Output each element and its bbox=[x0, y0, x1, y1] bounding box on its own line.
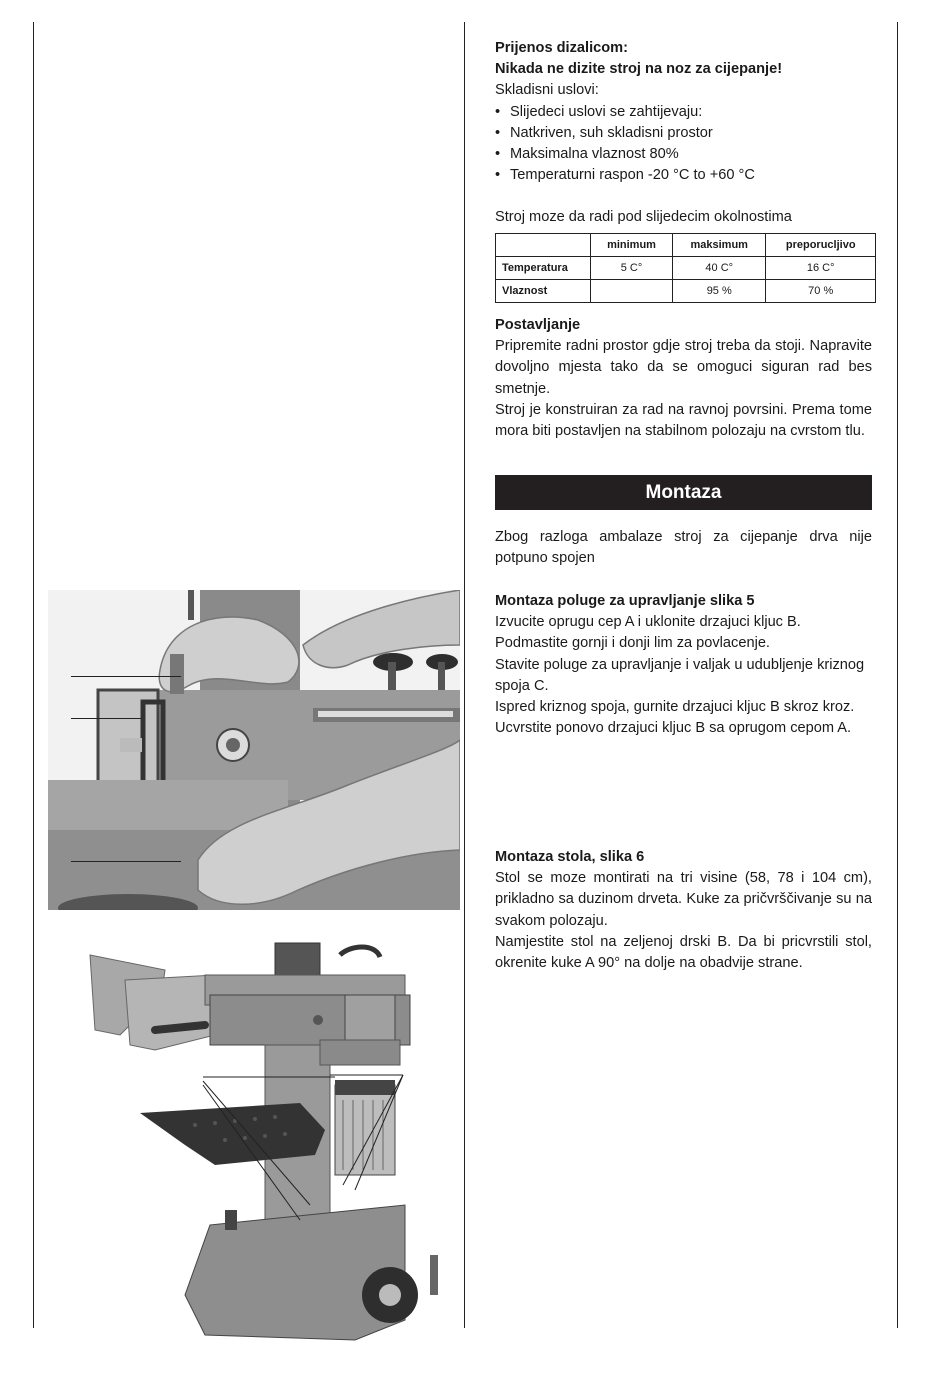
table-cell: 70 % bbox=[766, 280, 876, 303]
setup-paragraph: Pripremite radni prostor gdje stroj treba da stoji. Napravite dovoljno mjesta tako da se omoguci siguran rad bes smetnje. bbox=[495, 338, 872, 397]
list-item: • Natkriven, suh skladisni prostor bbox=[495, 123, 872, 144]
table-cell bbox=[591, 280, 673, 303]
callout-line bbox=[71, 676, 181, 677]
table-row-label: Vlaznost bbox=[496, 280, 591, 303]
log-splitter-photo bbox=[85, 935, 440, 1365]
montaza-intro-section bbox=[495, 527, 872, 569]
storage-list bbox=[495, 102, 872, 187]
table-mount-paragraph: Stol se moze montirati na tri visine (58, 78 i 104 cm), prikladno sa duzinom drveta. Kuke za pričvrščivanje su na svakom polozaju. bbox=[495, 870, 872, 929]
list-item: • Slijedeci uslovi se zahtijevaju: bbox=[495, 102, 872, 123]
table-header-cell: maksimum bbox=[673, 234, 766, 257]
lever-line: Ispred kriznog spoja, gurnite drzajuci kljuc B skroz kroz. bbox=[495, 699, 855, 716]
list-item: • Maksimalna vlaznost 80% bbox=[495, 144, 872, 165]
table-cell: 40 C° bbox=[673, 257, 766, 280]
right-border-line bbox=[897, 22, 898, 1328]
conditions-section bbox=[495, 207, 872, 303]
storage-label: Skladisni uslovi: bbox=[495, 82, 599, 99]
table-row bbox=[496, 280, 876, 303]
table-mount-title: Montaza stola, slika 6 bbox=[495, 849, 645, 865]
montaza-intro: Zbog razloga ambalaze stroj za cijepanje drva nije potpuno spojen bbox=[495, 529, 872, 567]
table-header-cell: preporucljivo bbox=[766, 234, 876, 257]
montaza-banner: Montaza bbox=[495, 475, 872, 510]
lever-line: Stavite poluge za upravljanje i valjak u udubljenje kriznog spoja C. bbox=[495, 656, 865, 694]
transport-section bbox=[495, 38, 872, 186]
table-mount-section bbox=[495, 847, 872, 974]
lever-line: Ucvrstite ponovo drzajuci kljuc B sa oprugom cepom A. bbox=[495, 720, 852, 737]
table-header-cell bbox=[496, 234, 591, 257]
transport-warning: Nikada ne dizite stroj na noz za cijepanje! bbox=[495, 61, 783, 78]
table-cell: 5 C° bbox=[591, 257, 673, 280]
table-row bbox=[496, 257, 876, 280]
callout-line bbox=[71, 718, 141, 719]
lever-title: Montaza poluge za upravljanje slika 5 bbox=[495, 593, 755, 609]
table-cell: 16 C° bbox=[766, 257, 876, 280]
callout-line bbox=[71, 861, 181, 862]
left-border-line bbox=[33, 22, 34, 1328]
lever-section bbox=[495, 591, 872, 739]
table-header-row bbox=[496, 234, 876, 257]
table-header-cell: minimum bbox=[591, 234, 673, 257]
lever-assembly-photo bbox=[48, 590, 460, 910]
column-divider bbox=[464, 22, 465, 1328]
setup-section bbox=[495, 315, 872, 442]
lever-line: Podmastite gornji i donji lim za povlacenje. bbox=[495, 635, 770, 652]
conditions-table bbox=[495, 233, 876, 303]
table-row-label: Temperatura bbox=[496, 257, 591, 280]
setup-paragraph: Stroj je konstruiran za rad na ravnoj povrsini. Prema tome mora biti postavljen na stabilnom polozaju na cvrstom tlu. bbox=[495, 401, 872, 440]
table-mount-paragraph: Namjestite stol na zeljenoj drski B. Da bi pricvrstili stol, okrenite kuke A 90° na dolje na obadvije strane. bbox=[495, 933, 872, 972]
list-item: • Temperaturni raspon -20 °C to +60 °C bbox=[495, 165, 872, 186]
transport-title: Prijenos dizalicom: bbox=[495, 40, 628, 56]
table-cell: 95 % bbox=[673, 280, 766, 303]
setup-title: Postavljanje bbox=[495, 317, 581, 333]
lever-line: Izvucite oprugu cep A i uklonite drzajuci kljuc B. bbox=[495, 614, 801, 631]
conditions-intro: Stroj moze da radi pod slijedecim okolnostima bbox=[495, 209, 792, 225]
